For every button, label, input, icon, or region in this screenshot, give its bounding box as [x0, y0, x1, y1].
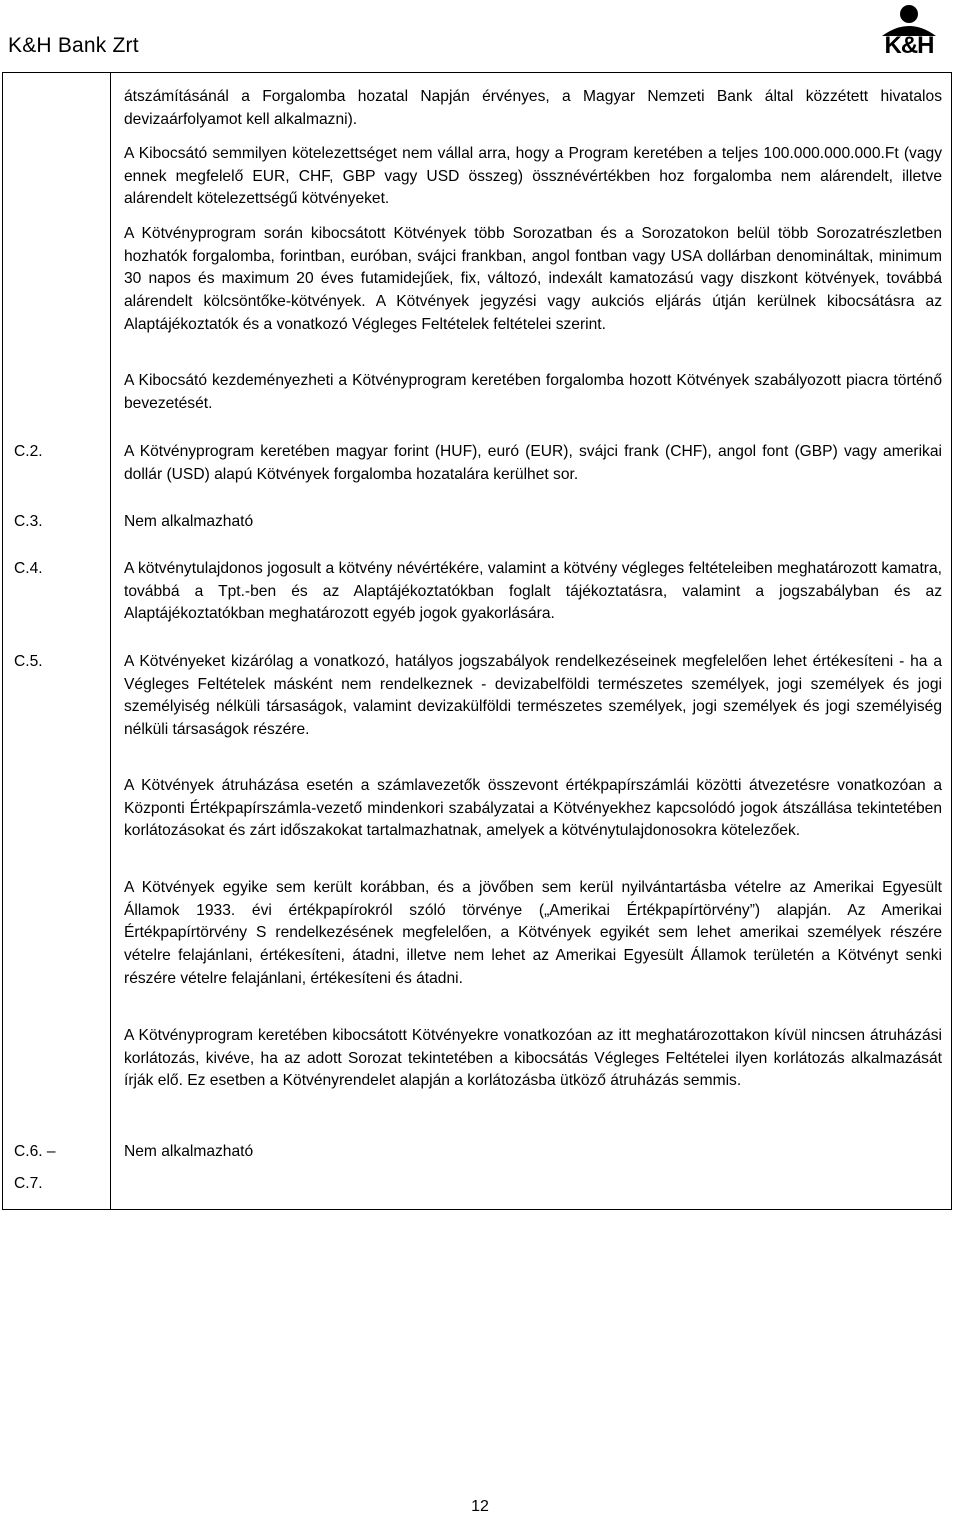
section-label-c3: C.3.: [14, 513, 43, 530]
paragraph: A Kötvényprogram keretében kibocsátott Kötvényekre vonatkozóan az itt meghatározottakon kívül nincsen átruházási korlátozás, kivéve, ha az adott Sorozat tekintetében a kibocsátás Végleges Feltételei ilyen korlátozás alkalmazását írják elő. Ez esetben a Kötvényrendelet alapján a korlátozásba ütköző átruházás semmis.: [124, 1027, 942, 1090]
paragraph: A Kötvényprogram során kibocsátott Kötvények több Sorozatban és a Sorozatokon belül több Sorozatrészletben hozhatók forgalomba, forintban, euróban, svájci frankban, angol fontban vagy USA dollárban denomináltak, minimum 30 napos és maximum 20 éves futamidejűek, fix, változó, indexált kamatozású vagy diszkont kötvények, továbbá alárendelt kölcsöntőke-kötvények. A Kötvények jegyzési vagy aukciós eljárás útján kerülnek kibocsátásra az Alaptájékoztatók és a vonatkozó Végleges Feltételek feltételei szerint.: [124, 225, 942, 333]
paragraph: Nem alkalmazható: [124, 1143, 254, 1160]
section-text-continuation: [124, 86, 942, 131]
section-text-c3: [124, 511, 942, 534]
paragraph: Nem alkalmazható: [124, 513, 254, 530]
section-label-c7: C.7.: [14, 1175, 43, 1192]
page-number: 12: [471, 1498, 489, 1515]
section-text-c6-c7: [124, 1141, 942, 1164]
paragraph: átszámításánál a Forgalomba hozatal Napján érvényes, a Magyar Nemzeti Bank által közzétett hivatalos devizaárfolyamot kell alkalmazni).: [124, 88, 942, 128]
paragraph: A kötvénytulajdonos jogosult a kötvény névértékére, valamint a kötvény végleges feltételeiben meghatározott kamatra, továbbá a Tpt.-ben és az Alaptájékoztatókban foglalt tájékoztatásra, valamint a jogszabályban és az Alaptájékoztatókban meghatározott egyéb jogok gyakorlására.: [124, 560, 942, 623]
section-text-continuation: [124, 370, 942, 415]
section-label-c4: C.4.: [14, 560, 43, 577]
header-title: K&H Bank Zrt: [8, 34, 139, 57]
section-text-c5: [124, 775, 942, 843]
section-label-c5: C.5.: [14, 653, 43, 670]
section-text-c5: [124, 1025, 942, 1093]
paragraph: A Kötvényeket kizárólag a vonatkozó, hatályos jogszabályok rendelkezéseinek megfelelően lehet értékesíteni - ha a Végleges Feltételek másként nem rendelkeznek - devizabelföldi természetes személyek, jogi személyek és jogi személyiség nélküli társaságok, valamint devizakülföldi természetes személyek, jogi személyek és jogi személyiség nélküli társaságok részére.: [124, 653, 942, 739]
kh-logo-icon: [872, 2, 946, 36]
section-text-c5: [124, 877, 942, 991]
section-text-c5: [124, 651, 942, 742]
section-text-c2: [124, 441, 942, 486]
paragraph: A Kötvények egyike sem került korábban, és a jövőben sem kerül nyilvántartásba vételre az Amerikai Egyesült Államok 1933. évi értékpapírokról szóló törvénye („Amerikai Értékpapírtörvény”) alapján. Az Amerikai Értékpapírtörvény S rendelkezésének megfelelően, a Kötvények egyikét sem lehet amerikai személyek részére vételre felajánlani, értékesíteni, átadni, illetve nem lehet az Amerikai Egyesült Államok területén a Kötvényt senki részére vételre felajánlani, értékesíteni és átadni.: [124, 879, 942, 987]
paragraph: A Kibocsátó semmilyen kötelezettséget nem vállal arra, hogy a Program keretében a teljes 100.000.000.000.Ft (vagy ennek megfelelő EUR, CHF, GBP vagy USD összeg) össznévértékben hoz forgalomba nem alárendelt, illetve alárendelt kötelezettségű kötvényeket.: [124, 145, 942, 208]
section-text-continuation: [124, 143, 942, 211]
kh-logo-text: K&H: [884, 32, 934, 59]
section-label-c6: C.6. –: [14, 1143, 56, 1160]
paragraph: A Kibocsátó kezdeményezheti a Kötvényprogram keretében forgalomba hozott Kötvények szabályozott piacra történő bevezetését.: [124, 372, 942, 412]
column-divider: [110, 72, 111, 1210]
kh-logo: [872, 2, 946, 60]
paragraph: A Kötvények átruházása esetén a számlavezetők összevont értékpapírszámlái közötti átvezetésre vonatkozóan a Központi Értékpapírszámla-vezető mindenkori szabályzatai a Kötvényekhez kapcsolódó jogok átszállása tekintetében korlátozásokat és zárt időszakokat tartalmazhatnak, amelyek a kötvénytulajdonosokra kötelezőek.: [124, 777, 942, 840]
section-label-c2: C.2.: [14, 443, 43, 460]
section-text-continuation: [124, 223, 942, 337]
paragraph: A Kötvényprogram keretében magyar forint (HUF), euró (EUR), svájci frank (CHF), angol font (GBP) vagy amerikai dollár (USD) alapú Kötvények forgalomba hozatalára kerülhet sor.: [124, 443, 942, 483]
section-text-c4: [124, 558, 942, 626]
